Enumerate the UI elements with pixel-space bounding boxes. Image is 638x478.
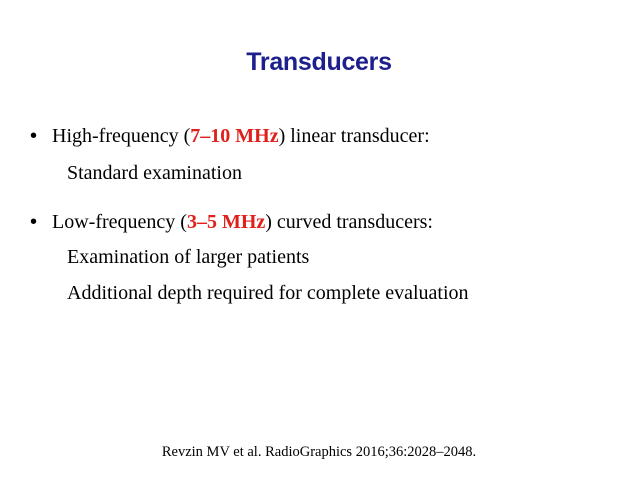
- bullet-glyph: •: [30, 211, 38, 233]
- citation: Revzin MV et al. RadioGraphics 2016;36:2028–2048.: [161, 444, 477, 460]
- frequency-highlight: 3–5 MHz: [186, 211, 266, 233]
- slide-title: Transducers: [246, 48, 392, 76]
- bullet-prefix: Low-frequency (: [52, 211, 187, 233]
- sub-item-larger-patients: Examination of larger patients: [67, 246, 310, 268]
- bullet-glyph: •: [30, 125, 38, 147]
- bullet-suffix: ) linear transducer:: [278, 125, 430, 147]
- bullet-high-frequency: [30, 125, 430, 148]
- bullet-low-frequency: [30, 211, 433, 234]
- sub-item-additional-depth: Additional depth required for complete evaluation: [67, 282, 469, 304]
- bullet-suffix: ) curved transducers:: [265, 211, 433, 233]
- bullet-prefix: High-frequency (: [52, 125, 191, 147]
- frequency-highlight: 7–10 MHz: [190, 125, 279, 147]
- sub-item-standard-examination: Standard examination: [67, 162, 242, 184]
